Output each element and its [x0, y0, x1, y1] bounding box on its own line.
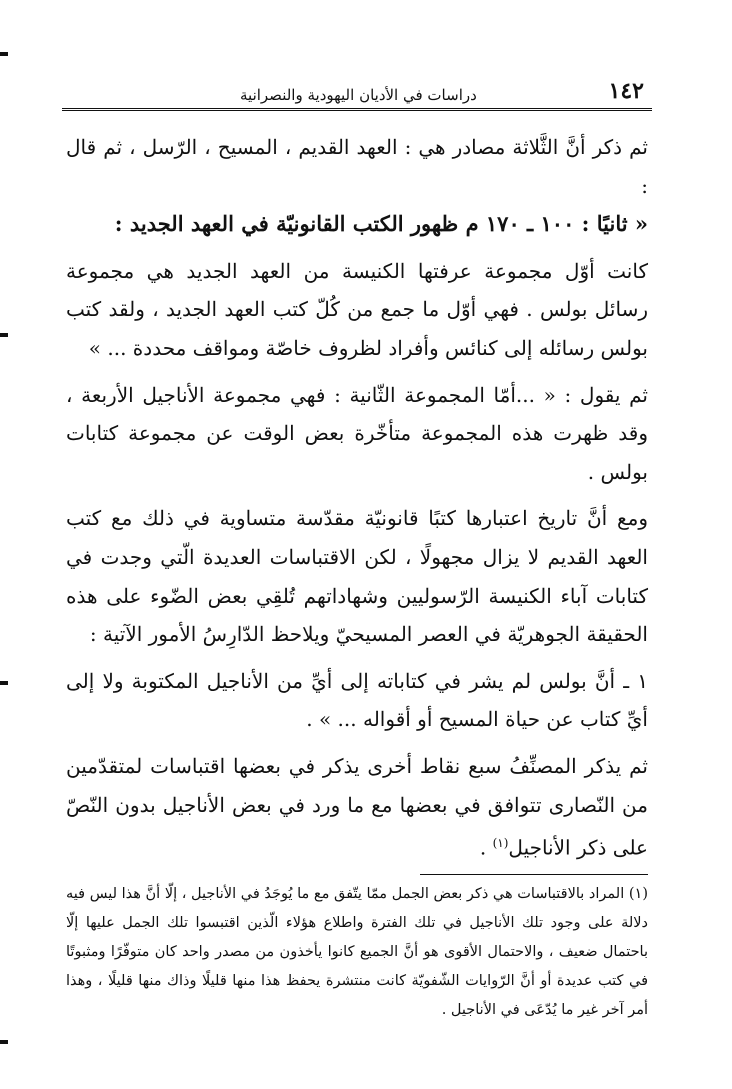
paragraph-6 — [66, 747, 648, 867]
footnote — [66, 880, 648, 1025]
footnote-reference: (١) — [492, 836, 509, 851]
running-title: دراسات في الأديان اليهودية والنصرانية — [240, 86, 477, 104]
footnote-rule — [420, 874, 648, 875]
paragraph-3: ثم يقول : « ...أمّا المجموعة الثّانية : فهي مجموعة الأناجيل الأربعة ، وقد ظهرت هذه المجموعة متأخّرة بعض الوقت عن مجموعة كتابات بولس . — [66, 382, 648, 484]
paragraph-2: كانت أوّل مجموعة عرفتها الكنيسة من العهد الجديد هي مجموعة رسائل بولس . فهي أوّل ما جمع من كُلّ كتب العهد الجديد ، ولقد كتب بولس رسائله إلى كنائس وأفراد لظروف خاصّة ومواقف محددة ... » — [66, 258, 648, 360]
paragraph-4: ومع أنَّ تاريخ اعتبارها كتبًا قانونيّة مقدّسة متساوية في ذلك مع كتب العهد القديم لا يزال مجهولًا ، لكن الاقتباسات العديدة الّتي وجدت في كتابات آباء الكنيسة الرّسوليين وشهاداتهم تُلقِي بعض الضّوء على هذه الحقيقة الجوهريّة في العصر المسيحيّ ويلاحظ الدّارِسُ الأمور الآتية : — [66, 506, 648, 647]
main-text — [66, 128, 648, 867]
paragraph-5: ١ ـ أنَّ بولس لم يشر في كتاباته إلى أيِّ من الأناجيل المكتوبة ولا إلى أيِّ كتاب عن حياة المسيح أو أقواله ... » . — [66, 668, 648, 732]
edge-mark — [0, 52, 8, 56]
edge-mark — [0, 1040, 8, 1044]
paragraph-6-end: . — [479, 835, 493, 860]
section-heading: « ثانيًا : ١٠٠ ـ ١٧٠ م ظهور الكتب القانونيّة في العهد الجديد : — [114, 211, 648, 237]
edge-mark — [0, 333, 8, 337]
header-rule — [62, 108, 652, 111]
paragraph-1: ثم ذكر أنَّ الثَّلاثة مصادر هي : العهد القديم ، المسيح ، الرّسل ، ثم قال : — [66, 135, 648, 198]
page-header — [62, 76, 652, 110]
edge-mark — [0, 681, 8, 685]
footnote-text: (١) المراد بالاقتباسات هي ذكر بعض الجمل ممّا يتّفق مع ما يُوجَدُ في الأناجيل ، إلّا أنَّ هذا ليس فيه دلالة على وجود تلك الأناجيل في تلك الفترة واطلاع هؤلاء الّذين اقتبسوا تلك الجمل عليها إلّا باحتمال ضعيف ، والاحتمال الأقوى هو أنَّ الجميع كانوا يأخذون من مصدر واحد كان متوفّرًا ومثبوتًا في كتب عديدة أو أنَّ الرّوايات الشّفويّة كانت منتشرة يحفظ هذا منها قليلًا وذاك منها قليلًا ، وهذا أمر آخر غير ما يُدّعَى في الأناجيل . — [66, 886, 648, 1018]
page-number: ١٤٢ — [608, 78, 644, 104]
paragraph-6-text: ثم يذكر المصنِّفُ سبع نقاط أخرى يذكر في بعضها اقتباسات لمتقدّمين من النّصارى تتوافق في بعضها مع ما ورد في بعض الأناجيل بدون النّصّ على ذكر الأناجيل — [66, 753, 648, 860]
